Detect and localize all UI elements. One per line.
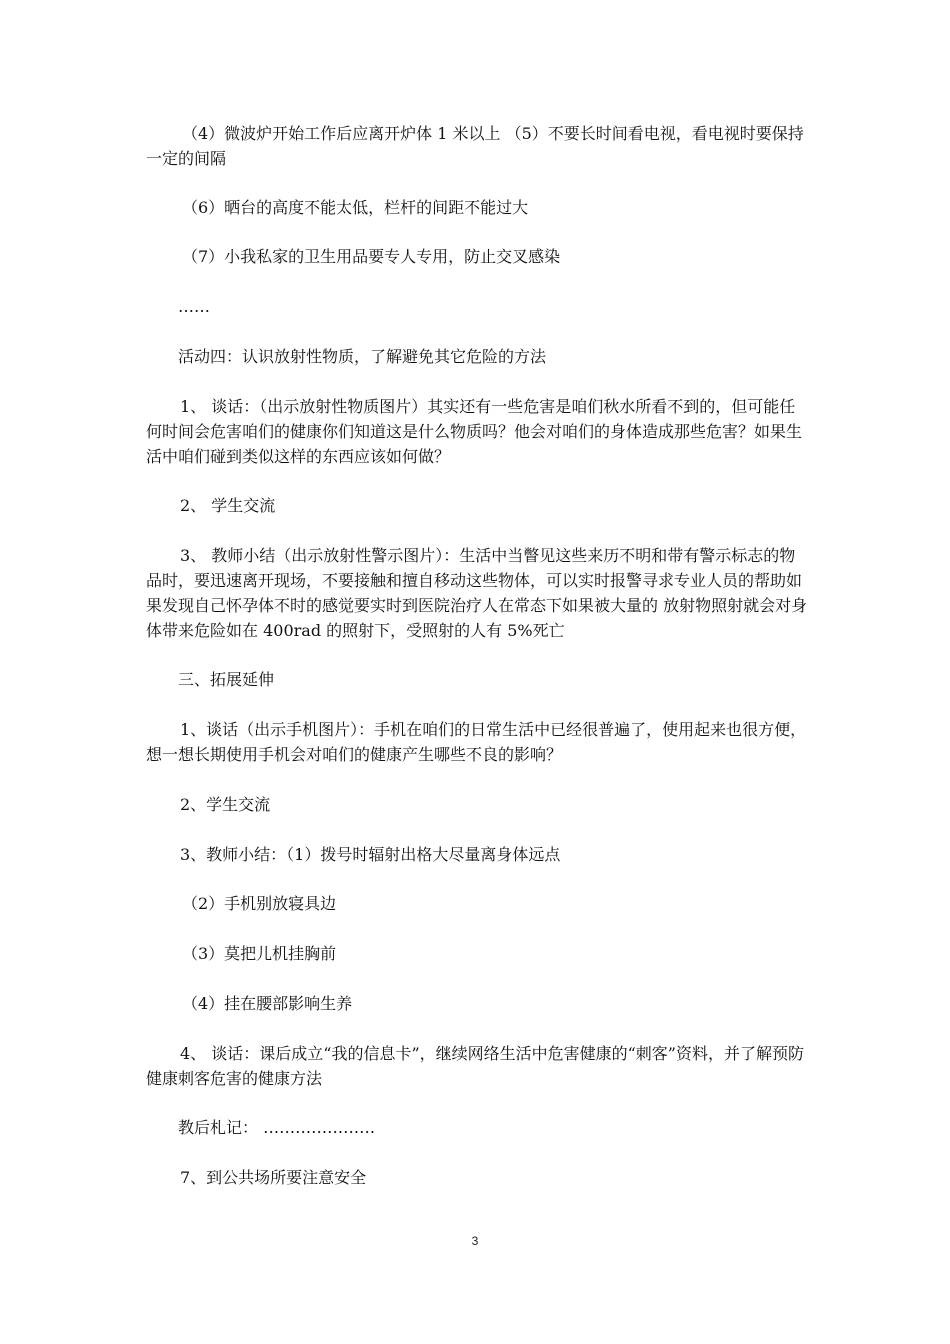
activity-four-heading: 活动四：认识放射性物质，了解避免其它危险的方法: [178, 347, 547, 366]
paragraph-balcony: （6）晒台的高度不能太低，栏杆的间距不能过大: [182, 198, 529, 217]
paragraph-microwave-tv: （4）微波炉开始工作后应离开炉体 1 米以上 （5）不要长时间看电视，看电视时要保持一定的间隔: [146, 124, 804, 168]
paragraph-info-card-talk: 4、 谈话：课后成立“我的信息卡”，继续网络生活中危害健康的“刺客”资料，并了解预防健康刺客危害的健康方法: [146, 1044, 804, 1088]
paragraph-phone-chest: （3）莫把儿机挂胸前: [182, 944, 337, 963]
page-number: 3: [471, 1234, 479, 1248]
paragraph-hygiene: （7）小我私家的卫生用品要专人专用，防止交叉感染: [182, 247, 561, 266]
paragraph-student-exchange-1: 2、 学生交流: [180, 496, 276, 515]
paragraph-teacher-summary-radiation: 3、 教师小结（出示放射性警示图片）：生活中当瞥见这些来历不明和带有警示标志的物品时，要迅速离开现场，不要接触和擅自移动这些物体，可以实时报警寻求专业人员的帮助如果发现自己怀孕体不时的感觉要实时到医院治疗人在常态下如果被大量的 放射物照射就会对身体带来危险如在 400rad 的照射下，受照射的人有 5%死亡: [146, 546, 808, 640]
paragraph-phone-talk: 1、谈话（出示手机图片）：手机在咱们的日常生活中已经很普遍了，使用起来也很方便，想一想长期使用手机会对咱们的健康产生哪些不良的影响？: [146, 720, 807, 764]
paragraph-public-safety: 7、到公共场所要注意安全: [180, 1168, 367, 1187]
section-three-heading: 三、拓展延伸: [178, 670, 275, 689]
paragraph-radiation-talk: 1、 谈话：（出示放射性物质图片）其实还有一些危害是咱们秋水所看不到的，但可能任何时间会危害咱们的健康你们知道这是什么物质吗？他会对咱们的身体造成那些危害？如果生活中咱们碰到类似这样的东西应该如何做？: [146, 397, 803, 466]
paragraph-student-exchange-2: 2、学生交流: [180, 795, 271, 814]
paragraph-teacher-summary-phone: 3、教师小结：（1）拨号时辐射出格大尽量离身体远点: [180, 845, 561, 864]
paragraph-phone-waist: （4）挂在腰部影响生养: [182, 994, 353, 1013]
paragraph-teaching-notes: 教后札记： …………………: [178, 1118, 376, 1137]
paragraph-phone-bedside: （2）手机别放寝具边: [182, 894, 337, 913]
paragraph-ellipsis: ……: [178, 297, 210, 316]
